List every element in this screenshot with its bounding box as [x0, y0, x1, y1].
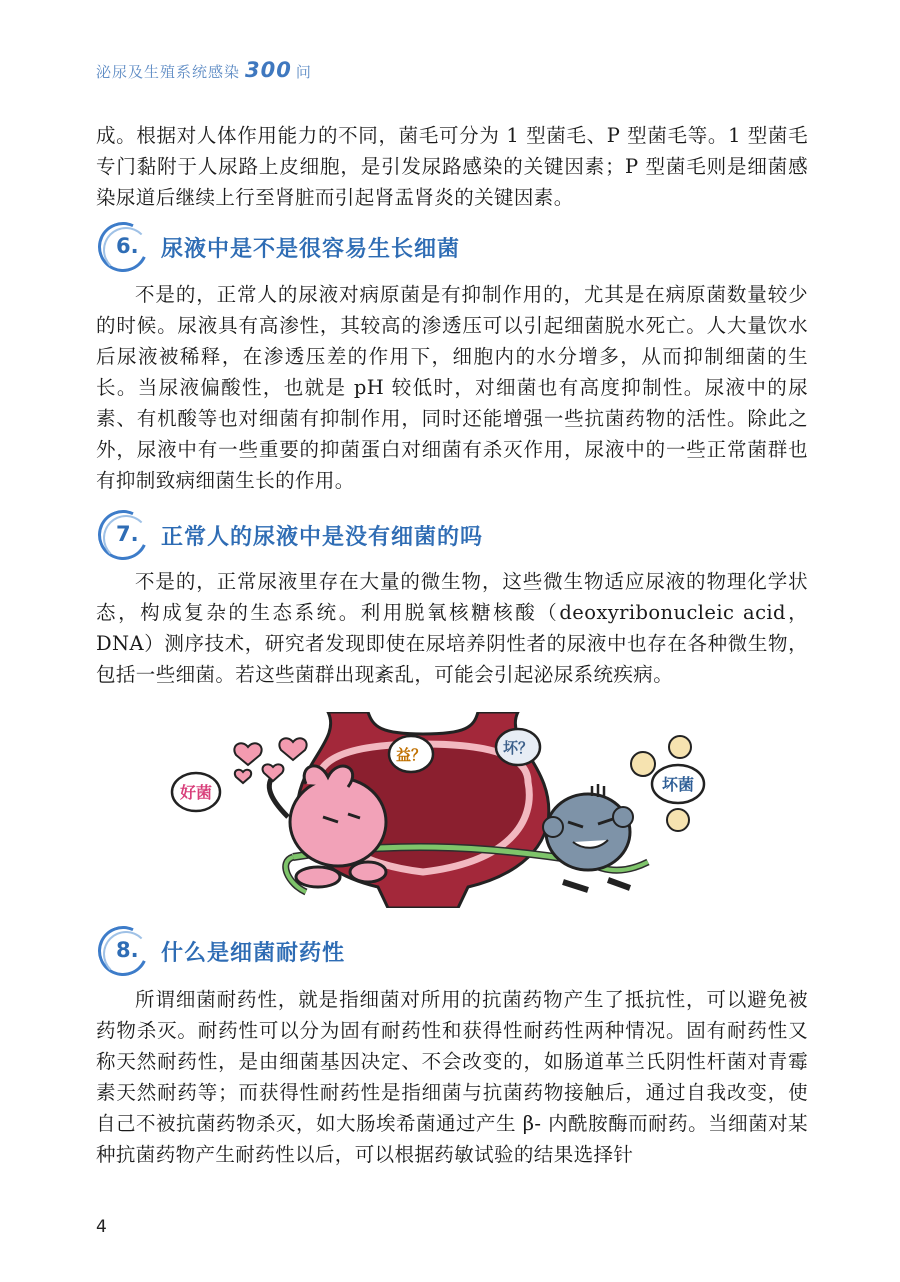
book-suffix: 问 — [295, 63, 312, 81]
question-8-heading — [98, 926, 698, 978]
svg-text:坏菌: 坏菌 — [661, 775, 695, 794]
question-6-heading — [98, 222, 698, 274]
question-7-heading — [98, 510, 698, 562]
answer-7-paragraph: 不是的，正常尿液里存在大量的微生物，这些微生物适应尿液的物理化学状态，构成复杂的生态系统。利用脱氧核糖核酸（deoxyribonucleic acid，DNA）测序技术，研究者发现即使在尿培养阴性者的尿液中也存在各种微生物，包括一些细菌。若这些菌群出现紊乱，可能会引起泌尿系统疾病。 — [96, 570, 808, 686]
tug-of-war-illustration — [168, 712, 708, 908]
question-number: 6. — [116, 234, 139, 258]
question-title: 尿液中是不是很容易生长细菌 — [161, 237, 461, 262]
answer-8-paragraph: 所谓细菌耐药性，就是指细菌对所用的抗菌药物产生了抵抗性，可以避免被药物杀灭。耐药性可以分为固有耐药性和获得性耐药性两种情况。固有耐药性又称天然耐药性，是由细菌基因决定、不会改变的，如肠道革兰氏阴性杆菌对青霉素天然耐药等；而获得性耐药性是指细菌与抗菌药物接触后，通过自我改变，使自己不被抗菌药物杀灭，如大肠埃希菌通过产生 β- 内酰胺酶而耐药。当细菌对某种抗菌药物产生耐药性以后，可以根据药敏试验的结果选择针 — [96, 988, 808, 1166]
running-head — [96, 58, 312, 82]
svg-text:好菌: 好菌 — [179, 783, 213, 802]
question-number: 8. — [116, 938, 139, 962]
page-number: 4 — [96, 1217, 107, 1237]
question-bubble-good — [389, 736, 433, 772]
good-label-bubble — [172, 773, 220, 811]
intro-paragraph: 成。根据对人体作用能力的不同，菌毛可分为 1 型菌毛、P 型菌毛等。1 型菌毛专门黏附于人尿路上皮细胞，是引发尿路感染的关键因素；P 型菌毛则是细菌感染尿道后继续上行至肾脏而引起肾盂肾炎的关键因素。 — [96, 124, 808, 209]
question-title: 什么是细菌耐药性 — [161, 941, 346, 966]
bad-label-bubble — [652, 765, 704, 803]
bad-bacteria-character — [543, 784, 633, 890]
question-title: 正常人的尿液中是没有细菌的吗 — [161, 525, 484, 550]
question-number: 7. — [116, 522, 139, 546]
svg-text:益？: 益？ — [395, 746, 427, 764]
book-title: 泌尿及生殖系统感染 — [96, 63, 241, 81]
hearts-icon — [234, 738, 306, 783]
svg-text:坏？: 坏？ — [502, 739, 534, 757]
book-number: 300 — [245, 58, 292, 82]
question-bubble-bad — [496, 729, 540, 765]
answer-6-paragraph: 不是的，正常人的尿液对病原菌是有抑制作用的，尤其是在病原菌数量较少的时候。尿液具有高渗性，其较高的渗透压可以引起细菌脱水死亡。人大量饮水后尿液被稀释，在渗透压差的作用下，细胞内的水分增多，从而抑制细菌的生长。当尿液偏酸性，也就是 pH 较低时，对细菌也有高度抑制性。尿液中的尿素、有机酸等也对细菌有抑制作用，同时还能增强一些抗菌药物的活性。除此之外，尿液中有一些重要的抑菌蛋白对细菌有杀灭作用，尿液中的一些正常菌群也有抑制致病细菌生长的作用。 — [96, 283, 808, 492]
